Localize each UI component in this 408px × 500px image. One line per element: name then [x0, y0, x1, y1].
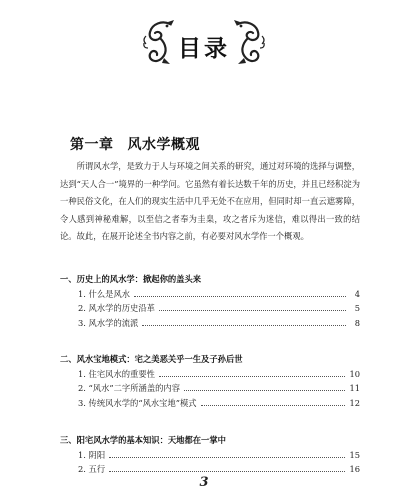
dot-leader	[201, 404, 346, 406]
toc-entry[interactable]	[60, 462, 360, 477]
entry-label: 1. 阴阳	[78, 449, 106, 460]
entry-label: 2. 五行	[78, 464, 106, 474]
entry-label: 2. “风水”二字所涵盖的内容	[78, 383, 181, 393]
entry-page-number: 12	[349, 397, 360, 408]
entry-label: 3. 风水学的流派	[78, 317, 139, 328]
entry-label: 3. 传统风水学的“风水宝地”模式	[78, 397, 197, 408]
entry-page-number: 5	[354, 303, 360, 313]
toc-header	[0, 14, 408, 74]
toc-entry[interactable]	[60, 315, 360, 330]
entry-label: 1. 住宅风水的重要性	[78, 368, 155, 379]
dot-leader	[109, 470, 345, 472]
entry-page-number: 10	[349, 368, 360, 379]
chapter-heading	[70, 134, 200, 154]
dot-leader	[142, 324, 346, 326]
toc-entry[interactable]	[60, 366, 360, 381]
toc-entry[interactable]	[60, 447, 360, 462]
entry-page-number: 4	[354, 288, 360, 299]
entry-page-number: 8	[354, 317, 360, 328]
entry-page-number: 16	[349, 464, 360, 474]
toc-entry[interactable]	[60, 395, 360, 410]
entry-page-number: 11	[349, 383, 360, 393]
toc-entry[interactable]	[60, 286, 360, 301]
page-number: 3	[199, 475, 209, 490]
section-title: 三、阳宅风水学的基本知识：天地都在一掌中	[60, 435, 226, 445]
dot-leader	[109, 456, 345, 458]
entry-label: 1. 什么是风水	[78, 288, 131, 299]
dot-leader	[159, 309, 346, 311]
chapter-number: 第一章	[70, 137, 114, 153]
entry-label: 2. 风水学的历史沿革	[78, 303, 155, 313]
toc-entry[interactable]	[60, 381, 360, 396]
dragon-ornament-right-icon	[228, 18, 268, 68]
dot-leader	[159, 375, 346, 377]
chapter-title: 风水学概观	[127, 137, 200, 153]
toc-entry[interactable]	[60, 301, 360, 316]
section-title: 二、风水宝地模式：宅之美恶关乎一生及子孙后世	[60, 354, 243, 364]
toc-section	[60, 433, 360, 476]
entry-page-number: 15	[349, 449, 360, 460]
dot-leader	[134, 295, 346, 297]
dot-leader	[184, 389, 345, 391]
toc-section	[60, 272, 360, 330]
chapter-intro-paragraph: 所谓风水学，是致力于人与环境之间关系的研究，通过对环境的选择与调整，达到“天人合一”境界的一种学问。它虽然有着长达数千年的历史，并且已经积淀为一种民俗文化，在人们的现实生活中几乎无处不在应用，但同时却一直云遮雾障，令人感到神秘难解，以至信之者奉为圭臬，攻之者斥为迷信，难以得出一致的结论。故此，在展开论述全书内容之前，有必要对风水学作一个概观。	[60, 161, 360, 241]
toc-title: 目录	[178, 35, 230, 62]
section-title: 一、历史上的风水学：掀起你的盖头来	[60, 274, 202, 284]
toc-section	[60, 352, 360, 410]
